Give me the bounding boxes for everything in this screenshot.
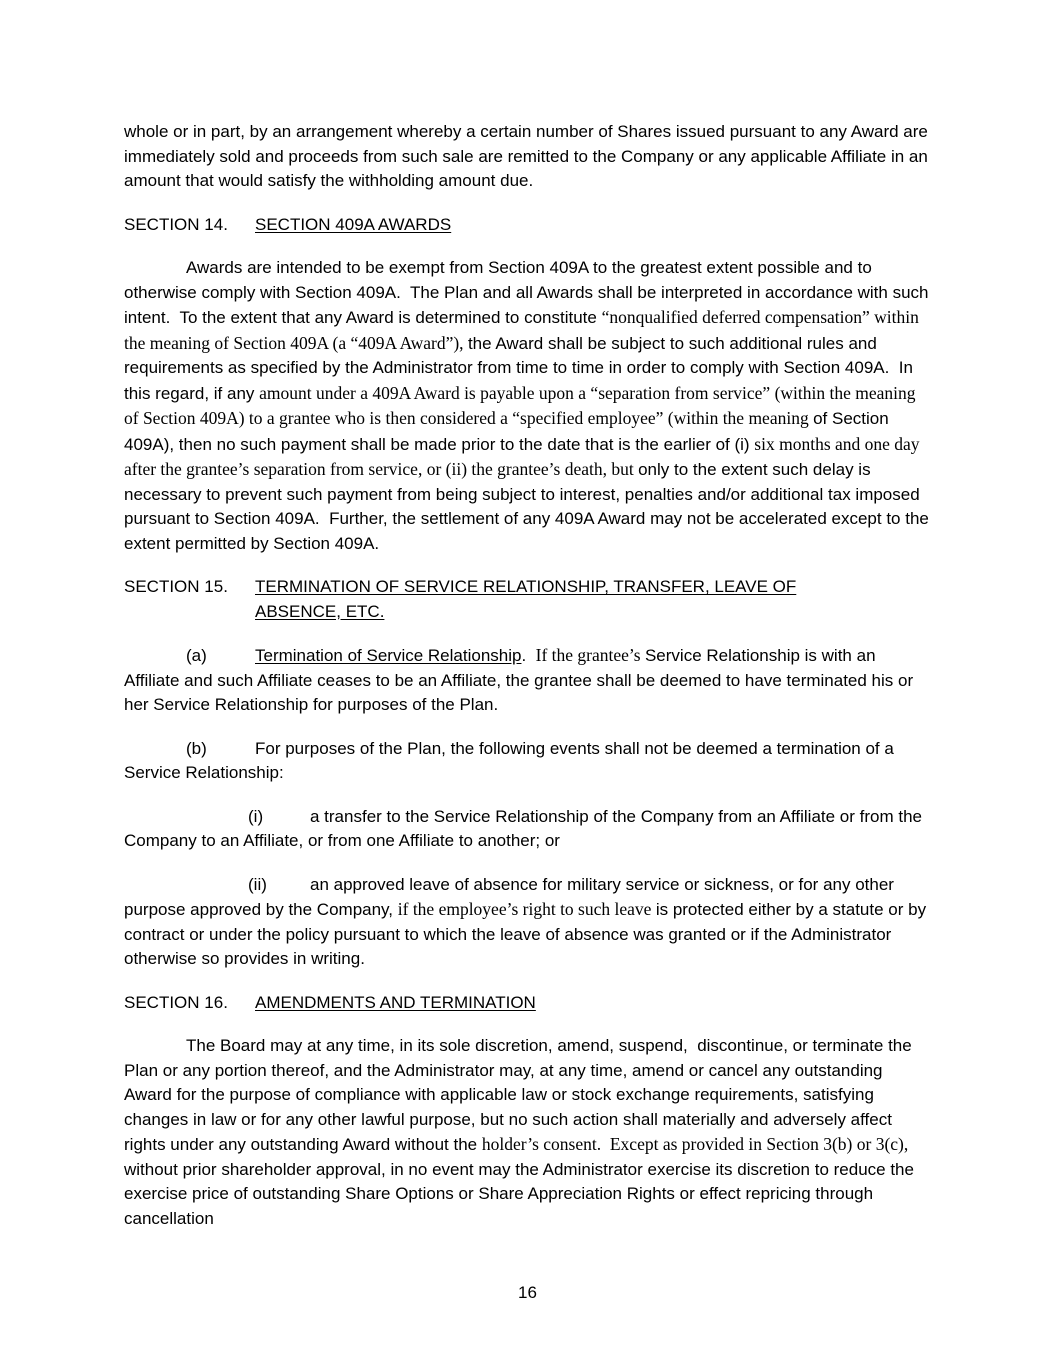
- text-run-serif: amount under a 409A Award is payable upon a “separation from service” (within the meaning of Section 409A) to a grantee who is then considered a “specified employee” (within the meaning: [124, 382, 920, 428]
- clause-a-label: (a): [186, 646, 207, 665]
- text-run: only to the extent such delay is necessary to prevent such payment from being subject to interest, penalties and/or additional tax imposed pursuant to Section 409A. Further, the settlement of any 409A Award may not be accelerated except to the extent permitted by Section 409A.: [124, 460, 934, 553]
- section-14-title: SECTION 409A AWARDS: [255, 214, 452, 234]
- text-run-serif: six months and one day after the grantee’s separation from service, or (ii) the grantee’s death, but: [124, 433, 924, 479]
- paragraph-a-termination: [124, 643, 930, 718]
- section-15-title-line1: TERMINATION OF SERVICE RELATIONSHIP, TRANSFER, LEAVE OF: [255, 577, 797, 596]
- text-run-serif: holder’s consent. Except as provided in Section 3(b) or 3(c),: [481, 1134, 913, 1154]
- page-number: 16: [518, 1282, 537, 1302]
- clause-b-label: (b): [186, 738, 207, 758]
- section-14-paragraph: [124, 256, 934, 556]
- clause-a-title: Termination of Service Relationship: [255, 646, 522, 665]
- section-15-heading: [124, 575, 930, 624]
- clause-ii-label: (ii): [248, 874, 267, 894]
- text-run: the Award shall be subject to such additional rules and requirements as specified by the Administrator from time to time in order to comply with Section 409A. In this regard, if any: [124, 333, 918, 403]
- paragraph-b-events: [124, 737, 930, 786]
- section-15-title-line2: ABSENCE, ETC.: [255, 601, 385, 621]
- text-run: an approved leave of absence for military service or sickness, or for any other purpose approved by the Company,: [124, 874, 899, 919]
- section-16-number: SECTION 16.: [124, 992, 228, 1012]
- section-14-number: SECTION 14.: [124, 214, 228, 234]
- clause-i-transfer: [124, 805, 930, 854]
- text-run: a transfer to the Service Relationship of the Company from an Affiliate or from the Company to an Affiliate, or from one Affiliate to another; or: [124, 806, 927, 850]
- text-run: without prior shareholder approval, in no event may the Administrator exercise its discretion to reduce the exercise price of outstanding Share Options or Share Appreciation Rights or effect repricing through cancellation: [124, 1159, 919, 1228]
- clause-i-label: (i): [248, 806, 264, 826]
- section-15-number: SECTION 15.: [124, 577, 228, 596]
- section-16-heading: [124, 991, 930, 1016]
- text-run: Service Relationship is with an Affiliate and such Affiliate ceases to be an Affiliate, the grantee shall be deemed to have terminated his or her Service Relationship for purposes of the Plan.: [124, 646, 918, 714]
- text-run-serif: if the employee’s right to such leave: [397, 899, 656, 919]
- text-run: Awards are intended to be exempt from Section 409A to the greatest extent possible and to otherwise comply with Section 409A. The Plan and all Awards shall be interpreted in accordance with such intent. To the extent that any Award is determined to constitute: [124, 258, 934, 327]
- section-14-heading: [124, 213, 930, 238]
- text-run: For purposes of the Plan, the following events shall not be deemed a termination of a Service Relationship:: [124, 738, 899, 782]
- text-run: The Board may at any time, in its sole discretion, amend, suspend, discontinue, or terminate the Plan or any portion thereof, and the Administrator may, at any time, amend or cancel any outstanding Award for the purpose of compliance with applicable law or stock exchange requirements, satisfying changes in law or for any other lawful purpose, but no such action shall materially and adversely affect rights under any outstanding Award without the: [124, 1036, 917, 1154]
- text-run: of Section 409A), then no such payment shall be made prior to the date that is the earlier of (i): [124, 409, 894, 454]
- text-run: .: [521, 646, 536, 665]
- clause-ii-leave: [124, 873, 930, 972]
- section-16-paragraph: [124, 1034, 930, 1231]
- text-run: is protected either by a statute or by contract or under the policy pursuant to which the leave of absence was granted or if the Administrator otherwise so provides in writing.: [124, 900, 931, 968]
- section-16-title: AMENDMENTS AND TERMINATION: [255, 992, 536, 1012]
- text-run-serif: “nonqualified deferred compensation” within the meaning of Section 409A (a “409A Award”),: [124, 307, 924, 353]
- text-run-serif: If the grantee’s: [535, 645, 645, 665]
- paragraph-withholding-continuation: whole or in part, by an arrangement whereby a certain number of Shares issued pursuant to any Award are immediately sold and proceeds from such sale are remitted to the Company or any applicable Affiliate in an amount that would satisfy the withholding amount due.: [124, 122, 933, 190]
